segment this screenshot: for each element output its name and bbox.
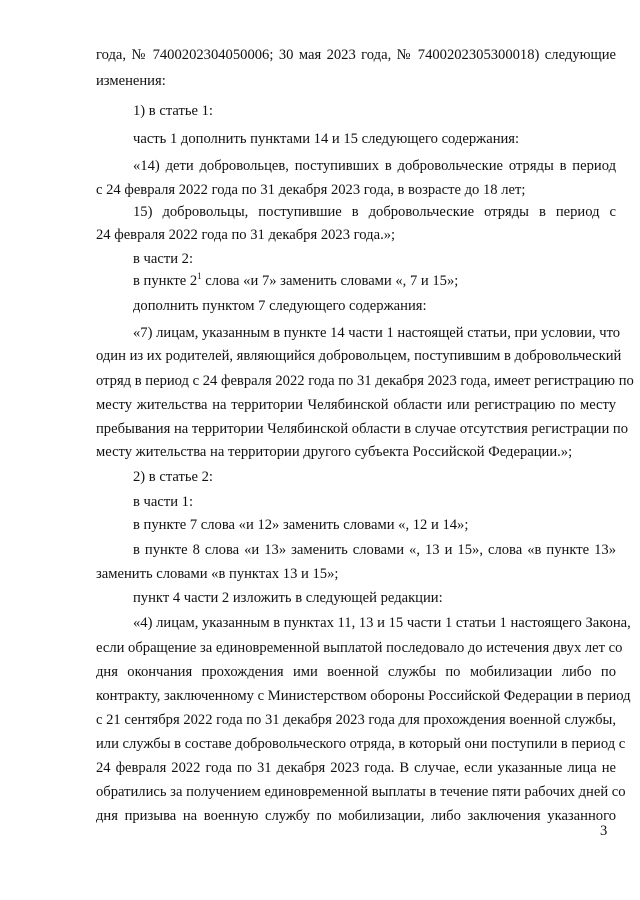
text-line: контракту, заключенному с Министерством обороны Российской Федерации в период <box>96 688 631 704</box>
text-line: обратились за получением единовременной выплаты в течение пяти рабочих дней со <box>96 784 626 800</box>
text-line: если обращение за единовременной выплатой последовало до истечения двух лет со <box>96 640 623 656</box>
text-line: года, № 7400202304050006; 30 мая 2023 года, № 7400202305300018) следующие <box>96 47 616 63</box>
text-line: «4) лицам, указанным в пунктах 11, 13 и 15 части 1 статьи 1 настоящего Закона, <box>133 615 631 631</box>
text-line: или службы в составе добровольческого отряда, в который они поступили в период с <box>96 736 626 752</box>
text-line: в пункте 8 слова «и 13» заменить словами «, 13 и 15», слова «в пункте 13» <box>133 542 616 558</box>
text-line: месту жительства на территории Челябинской области или регистрацию по месту <box>96 397 616 413</box>
text-line: «14) дети добровольцев, поступивших в добровольческие отряды в период <box>133 158 616 174</box>
text-line: пункт 4 части 2 изложить в следующей редакции: <box>133 590 443 606</box>
text-fragment: слова «и 7» заменить словами «, 7 и 15»; <box>201 273 459 289</box>
text-line: дополнить пунктом 7 следующего содержания: <box>133 298 427 314</box>
text-line: 2) в статье 2: <box>133 469 213 485</box>
text-line: дня призыва на военную службу по мобилизации, либо заключения указанного <box>96 808 616 824</box>
text-line: с 24 февраля 2022 года по 31 декабря 2023 года, в возрасте до 18 лет; <box>96 182 526 198</box>
text-line: 15) добровольцы, поступившие в добровольческие отряды в период с <box>133 204 616 220</box>
page-number: 3 <box>600 823 608 839</box>
text-line: заменить словами «в пунктах 13 и 15»; <box>96 566 339 582</box>
text-line <box>133 272 458 290</box>
text-line: в части 1: <box>133 494 194 510</box>
text-line: 24 февраля 2022 года по 31 декабря 2023 года.»; <box>96 227 396 243</box>
text-line: отряд в период с 24 февраля 2022 года по 31 декабря 2023 года, имеет регистрацию по <box>96 373 634 389</box>
text-fragment: в пункте 2 <box>133 273 198 289</box>
text-line: 24 февраля 2022 года по 31 декабря 2023 года. В случае, если указанные лица не <box>96 760 616 776</box>
text-line: месту жительства на территории другого субъекта Российской Федерации.»; <box>96 444 573 460</box>
text-line: в пункте 7 слова «и 12» заменить словами «, 12 и 14»; <box>133 517 469 533</box>
text-line: 1) в статье 1: <box>133 103 213 119</box>
text-line: с 21 сентября 2022 года по 31 декабря 2023 года для прохождения военной службы, <box>96 712 616 728</box>
text-line: часть 1 дополнить пунктами 14 и 15 следующего содержания: <box>133 131 520 147</box>
text-line: в части 2: <box>133 251 194 267</box>
text-line: «7) лицам, указанным в пункте 14 части 1 настоящей статьи, при условии, что <box>133 325 621 341</box>
text-line: пребывания на территории Челябинской области в случае отсутствия регистрации по <box>96 421 629 437</box>
text-line: изменения: <box>96 73 166 89</box>
text-line: дня окончания прохождения ими военной службы по мобилизации либо по <box>96 664 616 680</box>
superscript: 1 <box>197 271 202 282</box>
text-line: один из их родителей, являющийся добровольцем, поступившим в добровольческий <box>96 348 622 364</box>
